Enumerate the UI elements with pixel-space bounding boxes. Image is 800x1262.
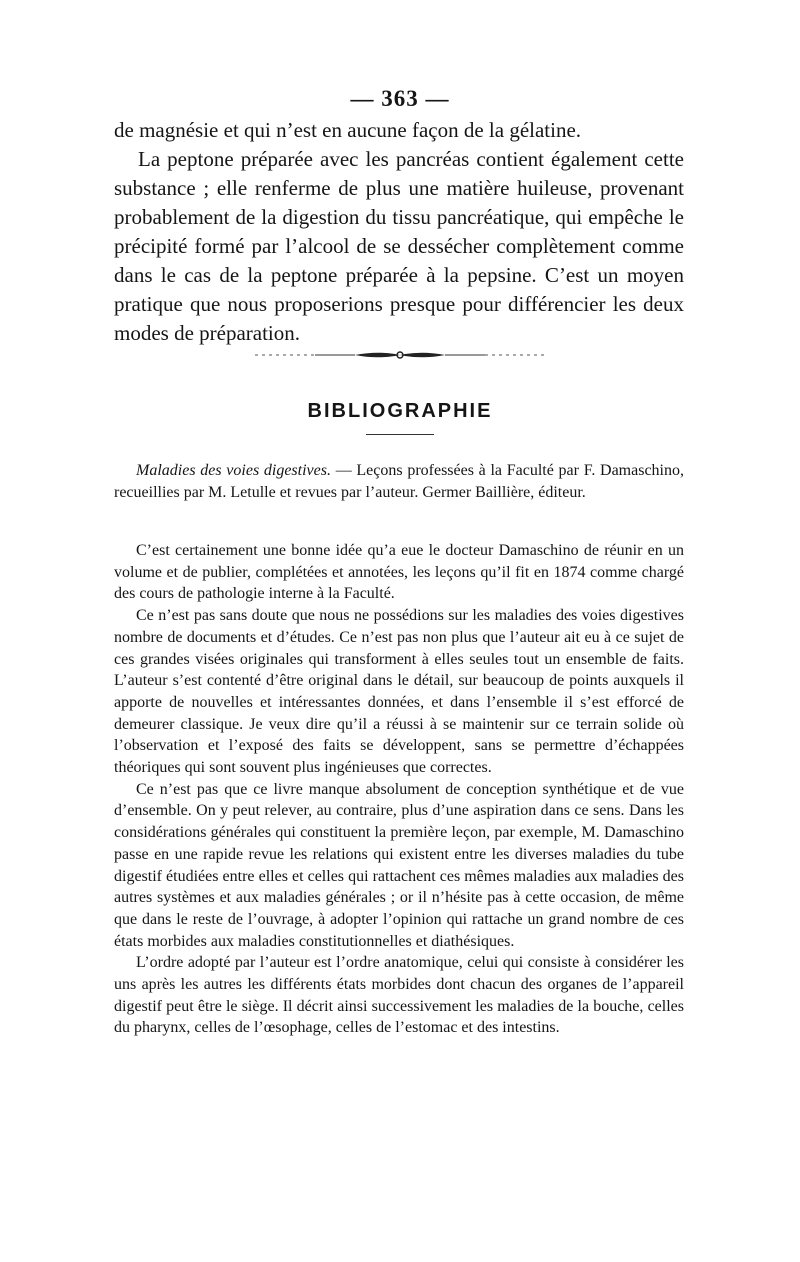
section-divider-ornament bbox=[255, 349, 545, 361]
review-text-block bbox=[114, 540, 684, 1039]
review-paragraph: Ce n’est pas sans doute que nous ne possédions sur les maladies des voies digestives nombre de documents et d’études. Ce n’est pas non plus que l’auteur ait eu à ce sujet de ces grandes visées originales qui transforment à elles seules tout un ensemble de faits. L’auteur s’est contenté d’être original dans le détail, sur beaucoup de points auxquels il apporte de nouvelles et intéressantes données, et dans l’ensemble il s’est efforcé de demeurer classique. Je veux dire qu’il a réussi à se maintenir sur ce terrain solide où l’observation et l’exposé des faits se développent, sans se permettre d’échappées théoriques qui sont souvent plus ingénieuses que correctes. bbox=[114, 607, 684, 777]
review-paragraph: L’ordre adopté par l’auteur est l’ordre anatomique, celui qui consiste à considérer les uns après les autres les différents états morbides dont chacun des organes de l’appareil digestif peut être le siège. Il décrit ainsi successivement les maladies de la bouche, celles du pharynx, celles de l’œsophage, celles de l’estomac et des intestins. bbox=[114, 954, 684, 1037]
heading-underline bbox=[366, 434, 434, 435]
peptone-paragraph: La peptone préparée avec les pancréas contient également cette substance ; elle renferme de plus une matière huileuse, provenant probablement de la digestion du tissu pancréatique, qui empêche le précipité formé par l’alcool de se dessécher complètement comme dans le cas de la peptone préparée à la pepsine. C’est un moyen pratique que nous proposerions presque pour différencier les deux modes de préparation. bbox=[114, 147, 684, 345]
continued-text-block bbox=[114, 116, 684, 348]
review-paragraph: C’est certainement une bonne idée qu’a eue le docteur Damaschino de réunir en un volume et de publier, complétées et annotées, les leçons qu’il fit en 1874 comme chargé des cours de pathologie interne à la Faculté. bbox=[114, 542, 684, 603]
bibliography-reference bbox=[114, 460, 684, 504]
book-details: — Leçons professées à la Faculté par F. Damaschino, recueillies par M. Letulle et revues par l’auteur. Germer Baillière, éditeur. bbox=[114, 462, 685, 501]
section-heading: BIBLIOGRAPHIE bbox=[307, 400, 493, 422]
continued-line: de magnésie et qui n’est en aucune façon de la gélatine. bbox=[114, 118, 582, 142]
review-paragraph: Ce n’est pas que ce livre manque absolument de conception synthétique et de vue d’ensemble. On y peut relever, au contraire, plus d’une aspiration dans ce sens. Dans les considérations générales qui constituent la première leçon, par exemple, M. Damaschino passe en une rapide revue les relations qui existent entre les diverses maladies du tube digestif étudiées entre elles et celles qui rattachent ces mêmes maladies aux maladies des autres systèmes et aux maladies générales ; or il n’hésite pas à cette occasion, de même que dans le reste de l’ouvrage, à adopter l’opinion qui rattache un grand nombre de ces états morbides aux maladies constitutionnelles et diathésiques. bbox=[114, 780, 684, 950]
page-number: — 363 — bbox=[350, 86, 450, 111]
book-title: Maladies des voies digestives. bbox=[136, 462, 331, 479]
